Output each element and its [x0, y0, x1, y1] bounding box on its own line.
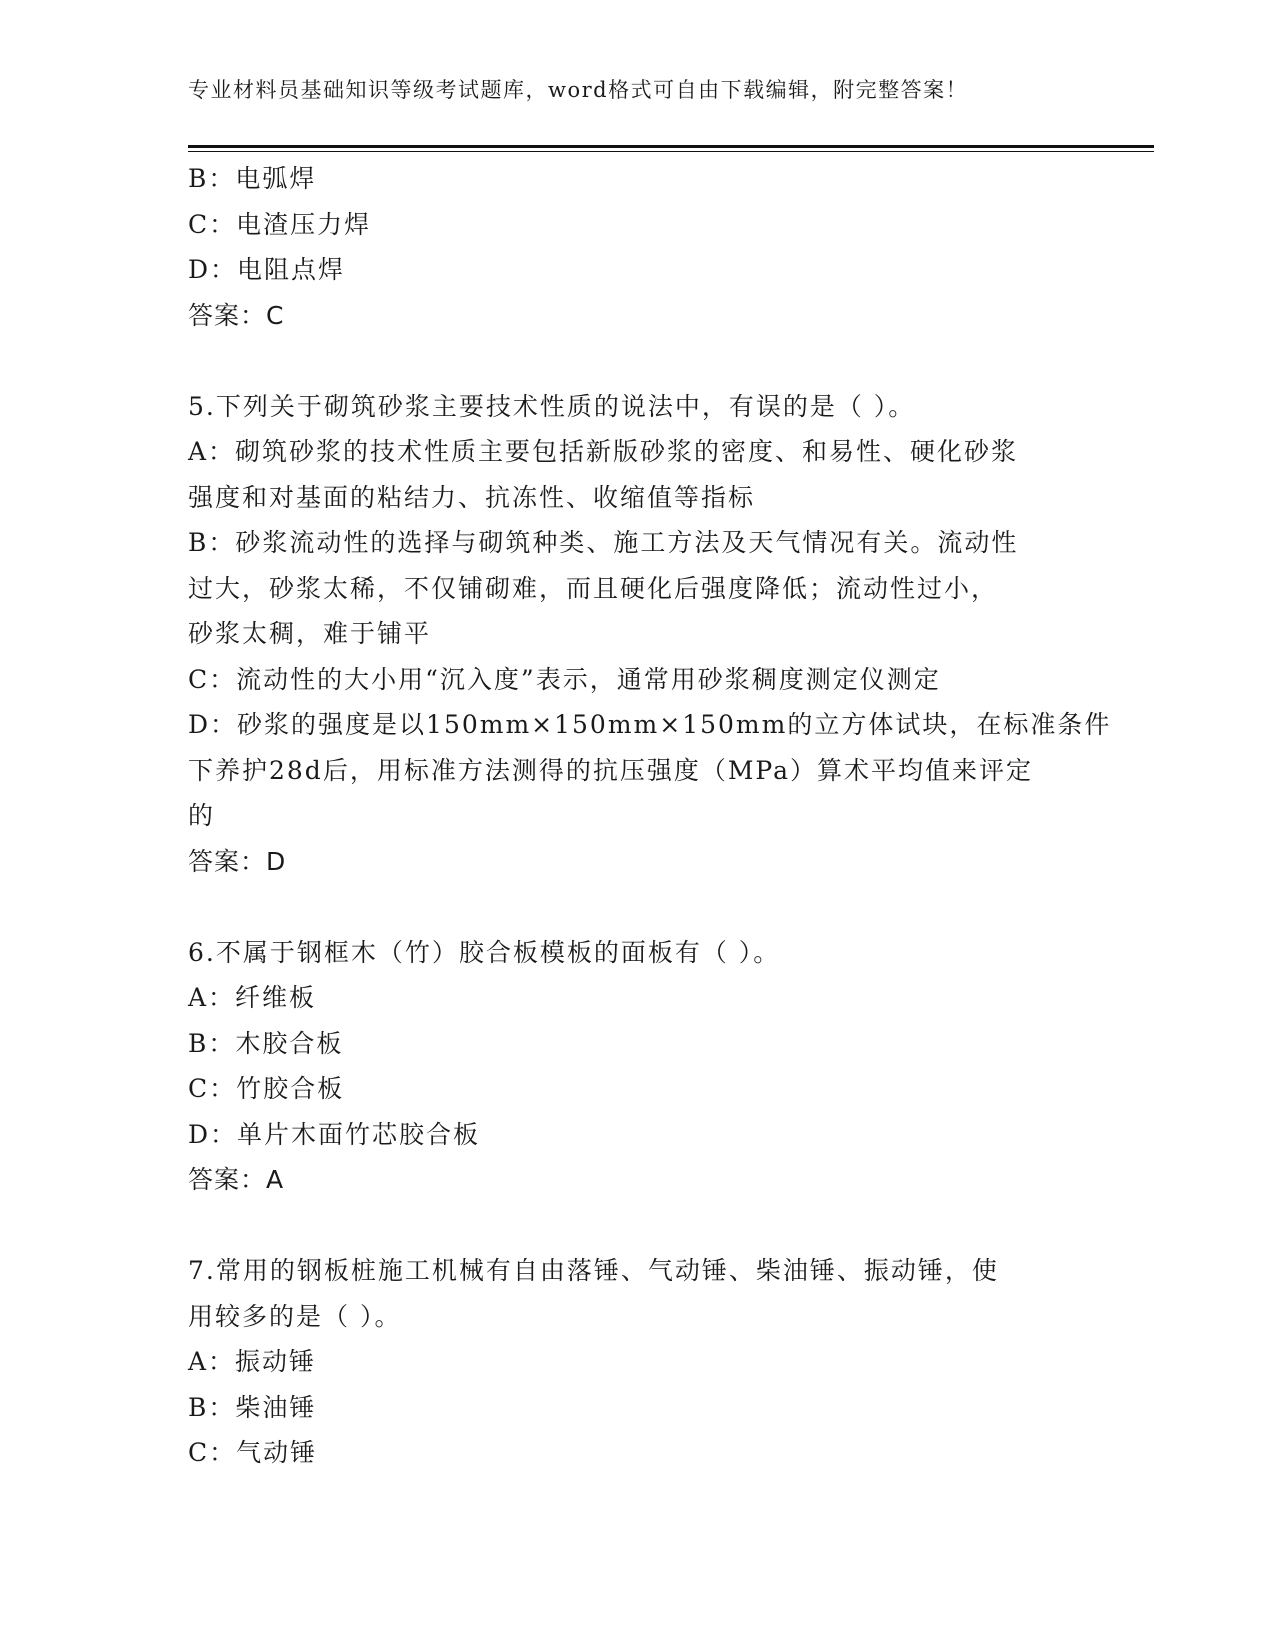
q4-option-d: D：电阻点焊: [188, 255, 346, 284]
spacer: [188, 1203, 1088, 1249]
q5-option-b-line-1: B：砂浆流动性的选择与砌筑种类、施工方法及天气情况有关。流动性: [188, 528, 1019, 557]
question-4-tail: [188, 156, 1088, 338]
question-content: [188, 156, 1112, 1476]
q5-option-a-line-1: A：砌筑砂浆的技术性质主要包括新版砂浆的密度、和易性、硬化砂浆: [188, 437, 1019, 466]
q5-option-d-line-1: D：砂浆的强度是以150mm×150mm×150mm的立方体试块，在标准条件: [188, 710, 1112, 739]
page-header: 专业材料员基础知识等级考试题库，word格式可自由下载编辑，附完整答案！: [188, 78, 969, 102]
q7-option-c: C：气动锤: [188, 1438, 318, 1467]
q6-answer: 答案：A: [188, 1165, 285, 1194]
q5-stem: 5.下列关于砌筑砂浆主要技术性质的说法中，有误的是（ ）。: [188, 391, 916, 421]
q7-option-a: A：振动锤: [188, 1347, 317, 1376]
q5-option-b-line-3: 砂浆太稠，难于铺平: [188, 619, 432, 648]
spacer: [188, 338, 1088, 384]
q6-option-d: D：单片木面竹芯胶合板: [188, 1119, 481, 1149]
q6-option-a: A：纤维板: [188, 983, 317, 1012]
question-7: [188, 1248, 1088, 1476]
question-6: [188, 930, 1088, 1203]
q5-option-b-line-2: 过大，砂浆太稀，不仅铺砌难，而且硬化后强度降低；流动性过小，: [188, 573, 999, 603]
header-rule-thin: [188, 151, 1154, 152]
q5-option-d-line-3: 的: [188, 801, 216, 830]
q4-option-b: B：电弧焊: [188, 164, 317, 193]
q4-answer: 答案：C: [188, 300, 285, 330]
spacer: [188, 884, 1088, 930]
q7-stem-line-1: 7.常用的钢板桩施工机械有自由落锤、气动锤、柴油锤、振动锤，使: [188, 1256, 999, 1285]
q6-option-b: B：木胶合板: [188, 1028, 344, 1058]
q6-stem: 6.不属于钢框木（竹）胶合板模板的面板有（ ）。: [188, 937, 781, 967]
q5-option-a-line-2: 强度和对基面的粘结力、抗冻性、收缩值等指标: [188, 482, 756, 512]
q6-option-c: C：竹胶合板: [188, 1074, 345, 1103]
q5-option-d-line-2: 下养护28d后，用标准方法测得的抗压强度（MPa）算术平均值来评定: [188, 755, 1034, 785]
q5-option-c-line-1: C：流动性的大小用“沉入度”表示，通常用砂浆稠度测定仪测定: [188, 664, 941, 694]
question-5: [188, 384, 1112, 885]
q5-answer: 答案：D: [188, 846, 287, 876]
q4-option-c: C：电渣压力焊: [188, 209, 372, 239]
q7-stem-line-2: 用较多的是（ ）。: [188, 1301, 402, 1331]
header-rule-thick: [188, 145, 1154, 148]
q7-option-b: B：柴油锤: [188, 1392, 317, 1422]
